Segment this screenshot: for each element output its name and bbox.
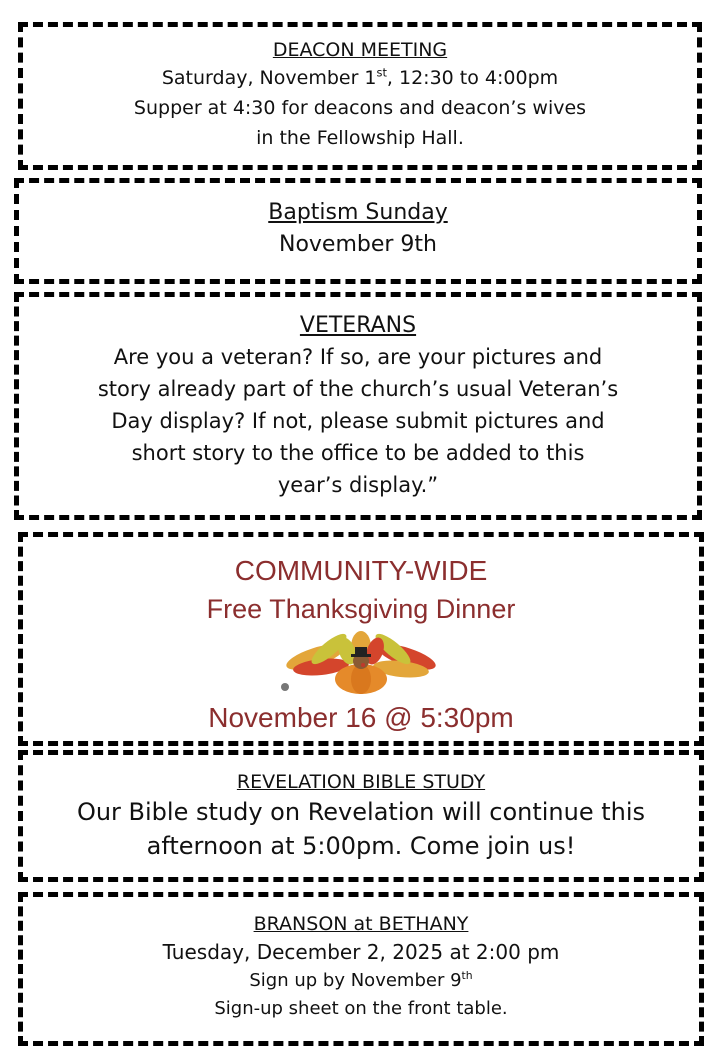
thanksgiving-dinner-box: [18, 532, 704, 746]
veterans-line: Day display? If not, please submit pictures and: [111, 409, 605, 433]
turkey-illustration: [277, 631, 445, 695]
deacon-date-text: Saturday, November 1: [161, 67, 377, 89]
bible-study-title: REVELATION BIBLE STUDY: [236, 771, 486, 793]
bible-study-line: Our Bible study on Revelation will continue this: [76, 798, 646, 826]
branson-signup-deadline: [23, 967, 699, 995]
veterans-line: year’s display.”: [277, 473, 439, 497]
baptism-title: Baptism Sunday: [268, 200, 448, 225]
baptism-date: November 9th: [278, 232, 437, 257]
veterans-title: VETERANS: [299, 313, 417, 338]
deacon-date-suffix: st: [376, 65, 387, 80]
deacon-supper-line: Supper at 4:30 for deacons and deacon’s wives: [133, 97, 587, 119]
deacon-meeting-title: DEACON MEETING: [272, 39, 448, 61]
deacon-meeting-box: [18, 22, 702, 170]
veterans-box: [14, 292, 702, 520]
branson-date: Tuesday, December 2, 2025 at 2:00 pm: [162, 940, 560, 964]
bible-study-line: afternoon at 5:00pm. Come join us!: [146, 832, 576, 860]
branson-title: BRANSON at BETHANY: [253, 913, 469, 935]
dinner-community-wide: COMMUNITY-WIDE: [234, 555, 488, 586]
branson-signup-suffix: th: [461, 969, 473, 982]
veterans-line: short story to the office to be added to this: [131, 441, 585, 465]
deacon-location-line: in the Fellowship Hall.: [256, 127, 464, 149]
branson-signup-sheet: Sign-up sheet on the front table.: [214, 998, 508, 1019]
branson-signup-text: Sign up by November 9: [249, 970, 462, 991]
deacon-time-text: , 12:30 to 4:00pm: [386, 67, 559, 89]
veterans-line: story already part of the church’s usual Veteran’s: [97, 377, 619, 401]
dinner-date: November 16 @ 5:30pm: [208, 702, 514, 733]
deacon-meeting-date: [23, 63, 697, 93]
veterans-line: Are you a veteran? If so, are your pictures and: [113, 345, 603, 369]
branson-box: [18, 892, 704, 1046]
bible-study-box: [18, 750, 704, 882]
dinner-title: Free Thanksgiving Dinner: [206, 594, 516, 624]
baptism-box: [14, 178, 702, 284]
